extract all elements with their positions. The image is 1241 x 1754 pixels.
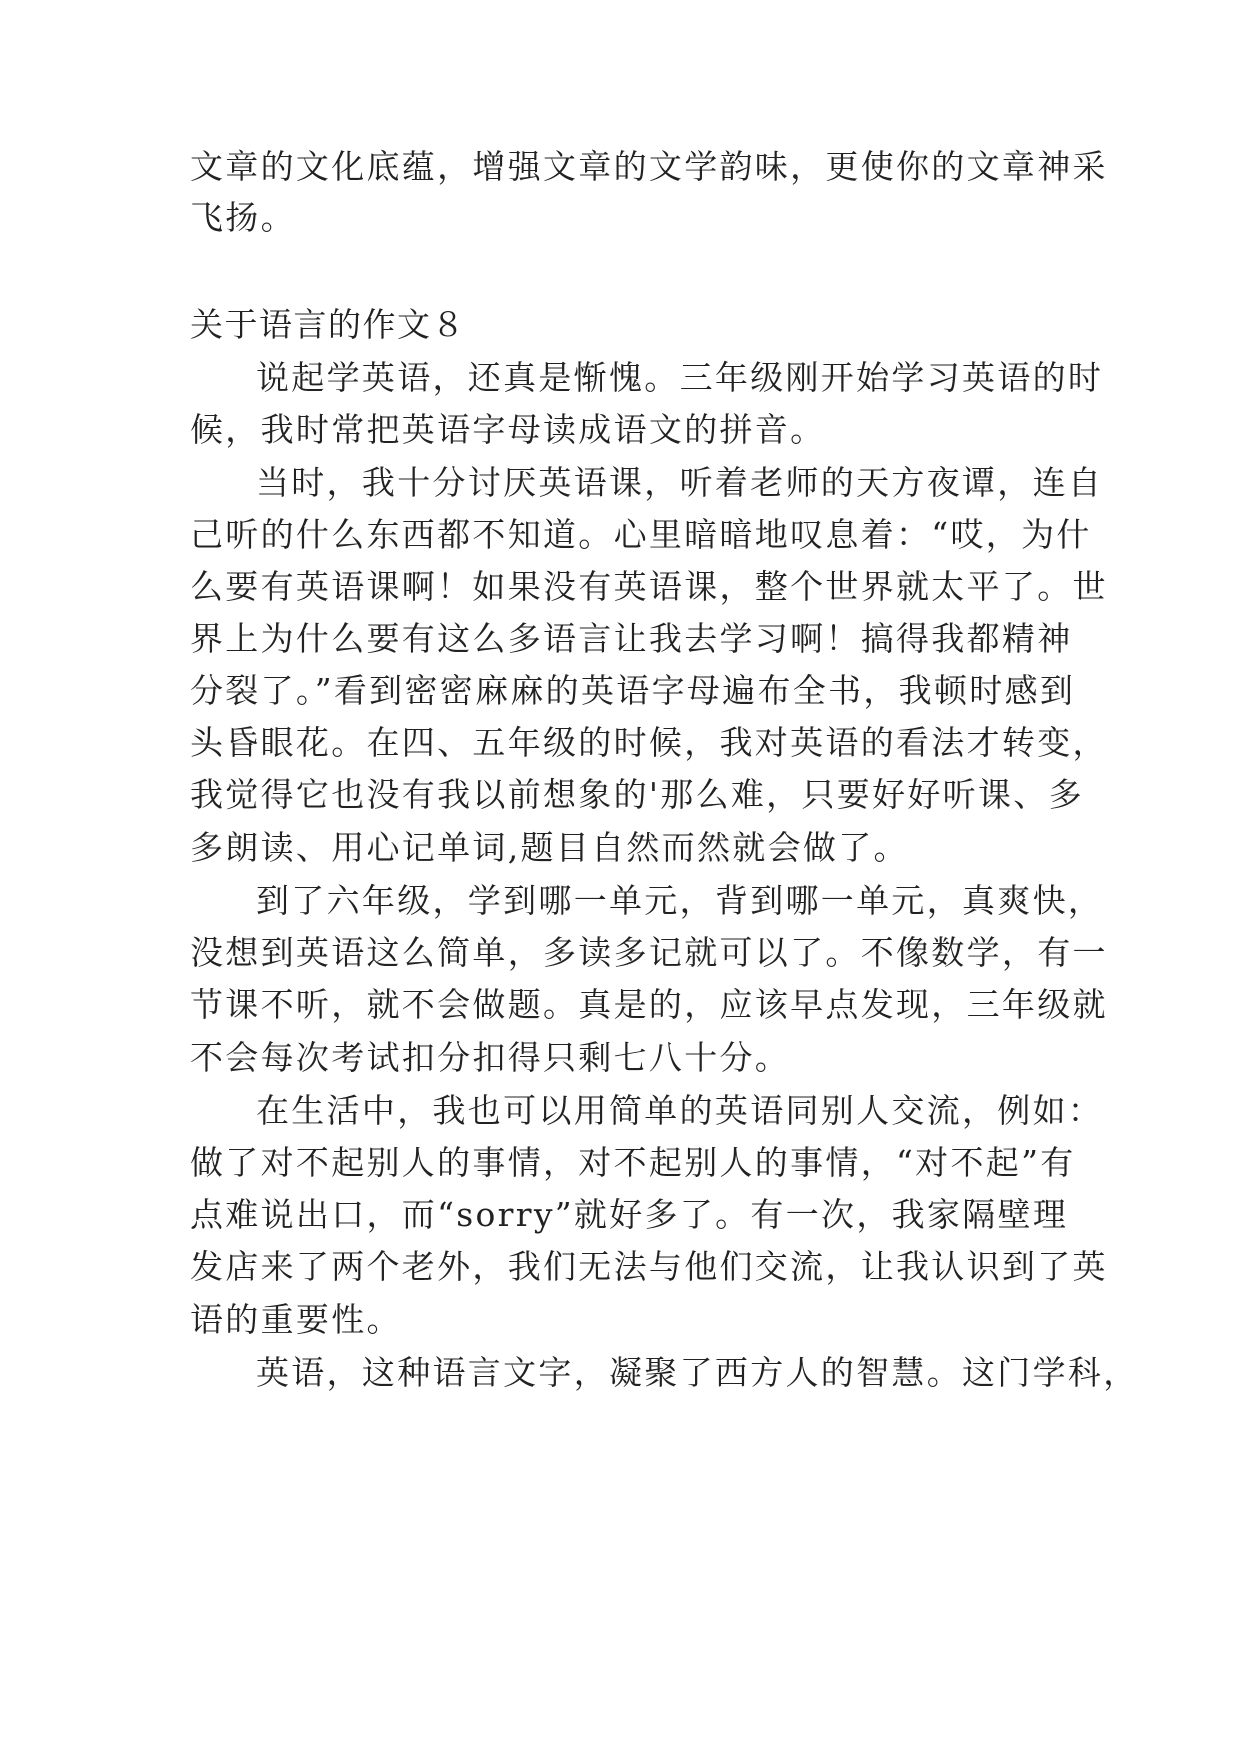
paragraph-4-line: 发店来了两个老外，我们无法与他们交流，让我认识到了英 bbox=[190, 1247, 1108, 1286]
paragraph-2-line: 我觉得它也没有我以前想象的'那么难，只要好好听课、多 bbox=[190, 775, 1084, 814]
paragraph-2-line: 么要有英语课啊！如果没有英语课，整个世界就太平了。世 bbox=[190, 567, 1108, 606]
paragraph-3-line: 没想到英语这么简单，多读多记就可以了。不像数学，有一 bbox=[190, 933, 1108, 972]
paragraph-4-line: 在生活中，我也可以用简单的英语同别人交流，例如： bbox=[256, 1091, 1104, 1130]
paragraph-1-line: 候，我时常把英语字母读成语文的拼音。 bbox=[190, 410, 826, 449]
paragraph-2-line: 界上为什么要有这么多语言让我去学习啊！搞得我都精神 bbox=[190, 619, 1073, 658]
paragraph-4-line: 语的重要性。 bbox=[190, 1300, 402, 1339]
section-title: 关于语言的作文８ bbox=[190, 305, 466, 344]
intro-line: 文章的文化底蕴，增强文章的文学韵味，更使你的文章神采 bbox=[190, 147, 1108, 186]
paragraph-2-line: 分裂了。”看到密密麻麻的英语字母遍布全书，我顿时感到 bbox=[190, 671, 1076, 710]
paragraph-3-line: 节课不听，就不会做题。真是的，应该早点发现，三年级就 bbox=[190, 985, 1108, 1024]
paragraph-4-line: 点难说出口，而“sorry”就好多了。有一次，我家隔壁理 bbox=[190, 1195, 1069, 1234]
paragraph-2-line: 头昏眼花。在四、五年级的时候，我对英语的看法才转变， bbox=[190, 723, 1108, 762]
paragraph-1-line: 说起学英语，还真是惭愧。三年级刚开始学习英语的时 bbox=[256, 358, 1104, 397]
paragraph-2-line: 当时，我十分讨厌英语课，听着老师的天方夜谭，连自 bbox=[256, 463, 1104, 502]
paragraph-4-line: 做了对不起别人的事情，对不起别人的事情，“对不起”有 bbox=[190, 1143, 1076, 1182]
intro-line: 飞扬。 bbox=[190, 198, 296, 237]
paragraph-3-line: 到了六年级，学到哪一单元，背到哪一单元，真爽快， bbox=[256, 881, 1104, 920]
paragraph-3-line: 不会每次考试扣分扣得只剩七八十分。 bbox=[190, 1038, 791, 1077]
paragraph-2-line: 多朗读、用心记单词,题目自然而然就会做了。 bbox=[190, 828, 909, 867]
paragraph-2-line: 己听的什么东西都不知道。心里暗暗地叹息着：“哎，为什 bbox=[190, 515, 1092, 554]
paragraph-5-line: 英语，这种语言文字，凝聚了西方人的智慧。这门学科， bbox=[256, 1353, 1139, 1392]
